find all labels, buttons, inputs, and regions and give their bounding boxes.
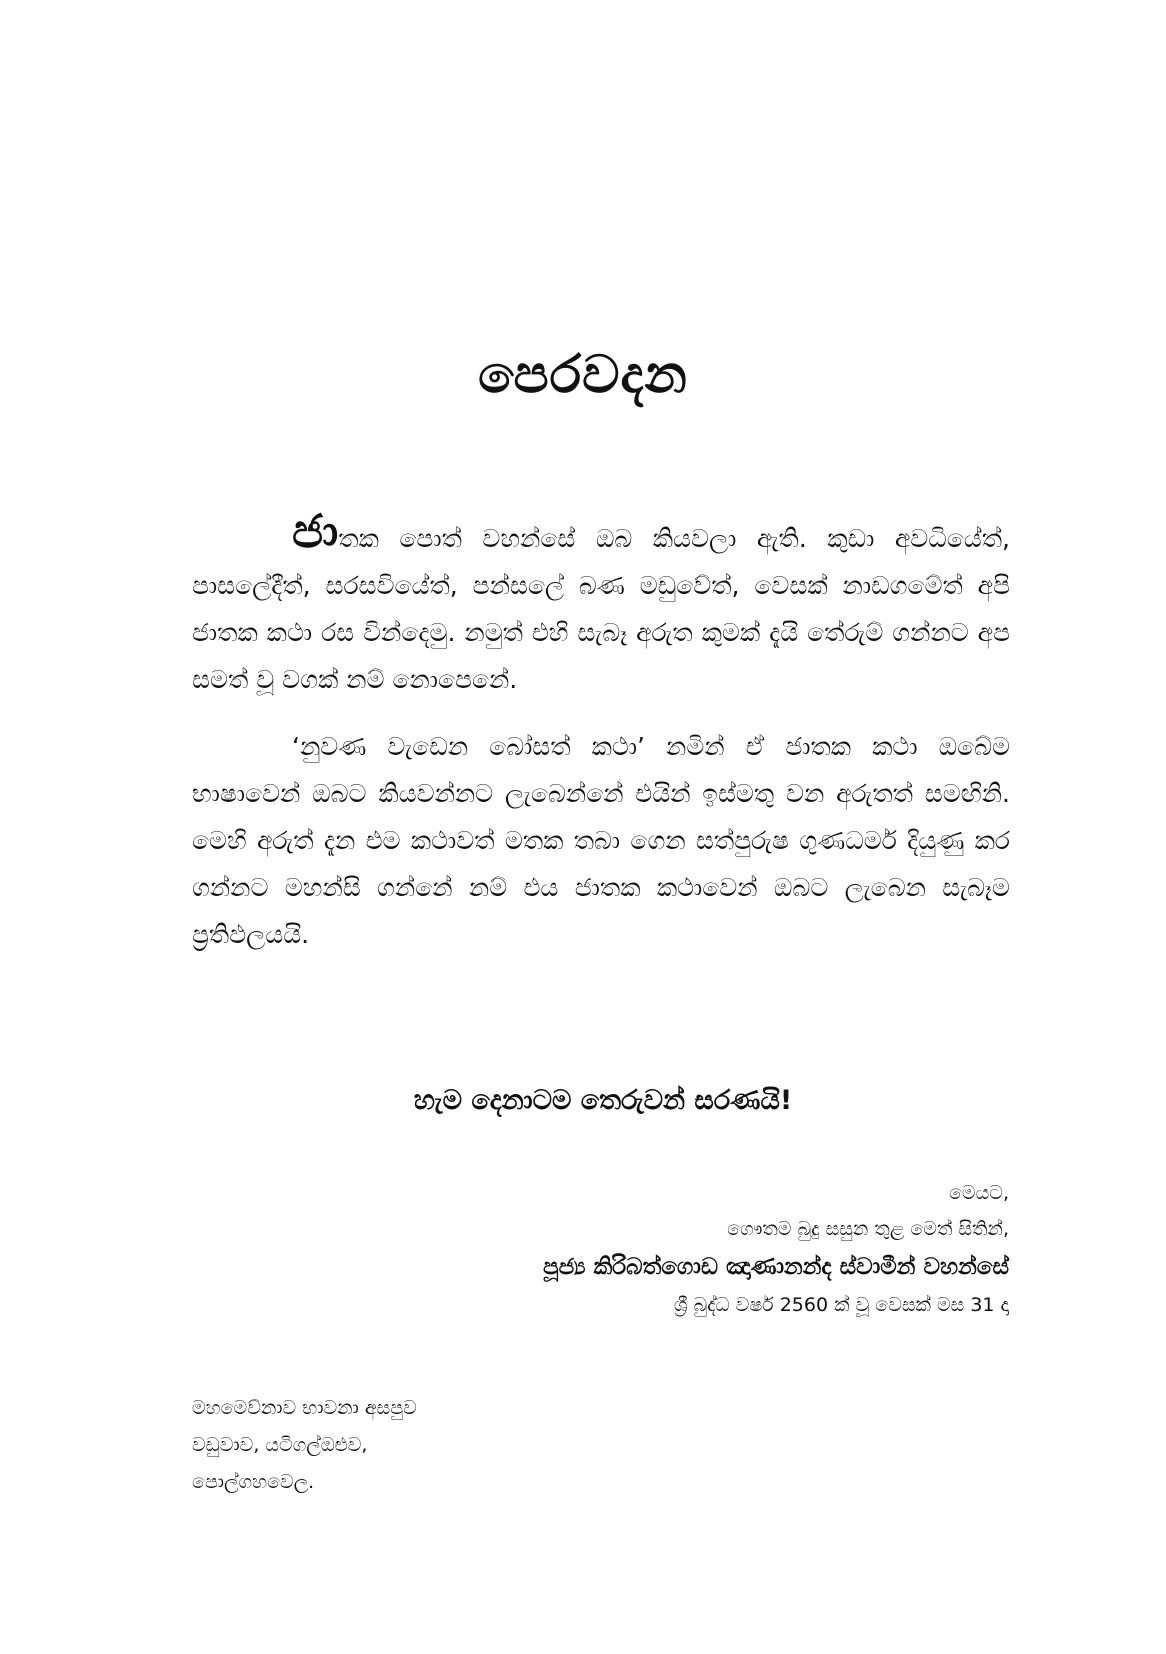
signature-name: පූජ්‍ය කිරිබත්ගොඩ ඤාණානන්ද ස්වාමීන් වහන්සේ bbox=[543, 1254, 1009, 1280]
body-text bbox=[192, 504, 1010, 958]
closing-blessing: හැම දෙනාටම තෙරුවන් සරණයි! bbox=[413, 1085, 793, 1116]
signature-greeting: ගෞතම බුදු සසුන තුළ මෙත් සිතින්, bbox=[727, 1218, 1009, 1240]
address-line-3: පොල්ගහවෙල. bbox=[192, 1471, 315, 1493]
signature-date: ශ්‍රී බුද්ධ වර්ෂ 2560 ක් වූ වෙසක් මස 31 දා bbox=[673, 1294, 1009, 1316]
paragraph-1 bbox=[192, 504, 1010, 703]
address-line-2: වඩුවාව, යටිගල්ඔළුව, bbox=[192, 1434, 368, 1456]
paragraph-1-text: තක පොත් වහන්සේ ඔබ කියවලා ඇති. කුඩා අවධියේත්, පාසලේදීත්, සරසවියේත්, පන්සලේ බණ මඩුවේත්, වෙසක් නාඩගමේත් අපි ජාතක කථා රස වින්දෙමු. නමුත් එහි සැබෑ අරුත කුමක් දැයි තේරුම් ගන්නට අප සමත් වූ වගක් නම් නොපෙනේ. bbox=[192, 524, 1010, 694]
address-block bbox=[192, 1390, 417, 1501]
signature-salutation: මෙයට, bbox=[949, 1182, 1009, 1204]
signature-block bbox=[543, 1175, 1009, 1323]
page-title: පෙරවදන bbox=[478, 345, 688, 405]
paragraph-2: ‘නුවණ වැඩෙන බෝසත් කථා’ නමින් ඒ ජාතක කථා ඔබේම භාෂාවෙන් ඔබට කියවන්නට ලැබෙන්නේ එයින් ඉස්මතු වන අරුතත් සමඟිනි. මෙහි අරුත් දැන එම කථාවත් මතක තබා ගෙන සත්පුරුෂ ගුණධර්ම දියුණු කර ගන්නට මහන්සි ගන්නේ නම් එය ජාතක කථාවෙන් ඔබට ලැබෙන සැබෑම ප්‍රතිඵලයයි. bbox=[192, 732, 1010, 949]
drop-cap: ජා bbox=[292, 504, 339, 558]
address-line-1: මහමෙව්නාව භාවනා අසපුව bbox=[192, 1397, 417, 1419]
